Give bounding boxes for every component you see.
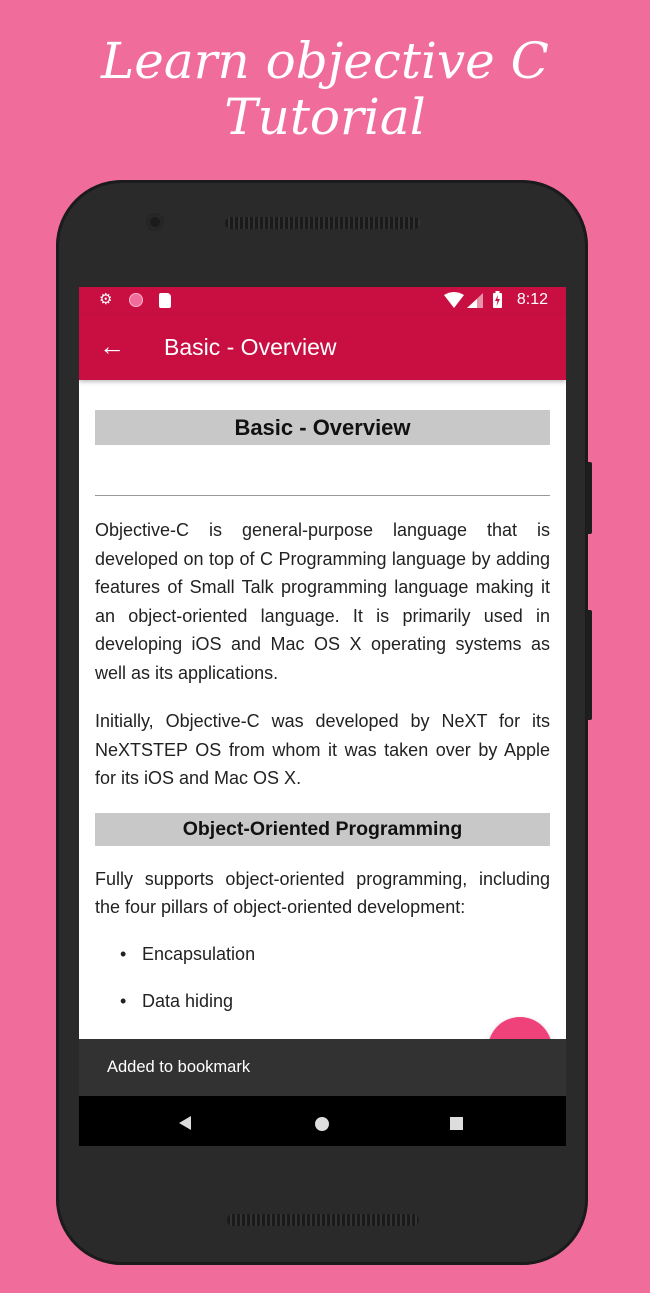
nav-home-icon[interactable]: [315, 1117, 329, 1131]
snackbar: [79, 1039, 566, 1096]
wifi-icon: [443, 292, 465, 309]
paragraph-intro: Objective-C is general-purpose language that is developed on top of C Programming language by adding features of Small Talk programming language making it an object-oriented language. It is primarily used in developing iOS and Mac OS X operating systems as well as its applications.: [95, 520, 550, 683]
bottom-speaker: [227, 1214, 419, 1226]
earpiece-speaker: [225, 217, 420, 229]
article-heading: Basic - Overview: [95, 410, 550, 445]
navigation-bar: [79, 1096, 566, 1146]
record-icon: [129, 293, 143, 307]
phone-screen: [79, 287, 566, 1146]
paragraph-history: Initially, Objective-C was developed by NeXT for its NeXTSTEP OS from whom it was taken over by Apple for its iOS and Mac OS X.: [95, 711, 550, 788]
section-heading-oop: Object-Oriented Programming: [95, 813, 550, 846]
paragraph-oop: Fully supports object-oriented programming, including the four pillars of object-oriented development:: [95, 868, 550, 917]
article-content: [95, 380, 550, 1034]
gear-icon: ⚙: [99, 291, 113, 308]
battery-charging-icon: [492, 291, 503, 309]
nav-recents-icon[interactable]: [450, 1117, 463, 1130]
page-title: Basic - Overview: [164, 334, 337, 360]
signal-icon: [466, 292, 484, 309]
promo-title-line2: Tutorial: [224, 88, 426, 146]
bullet-list: [95, 940, 550, 1034]
front-camera: [146, 213, 164, 231]
power-button: [586, 610, 592, 720]
nav-back-icon[interactable]: [179, 1116, 191, 1130]
sd-card-icon: [159, 293, 171, 308]
app-bar: [79, 314, 566, 380]
list-item: • Data hiding: [142, 987, 550, 1034]
divider: [95, 495, 550, 496]
snackbar-message: Added to bookmark: [107, 1058, 251, 1076]
volume-button: [586, 462, 592, 534]
list-item: • Encapsulation: [142, 940, 550, 987]
status-time: 8:12: [516, 291, 548, 308]
back-arrow-icon[interactable]: ←: [99, 331, 125, 361]
status-bar: [79, 287, 566, 314]
promo-title-line1: Learn objective C: [101, 32, 549, 90]
